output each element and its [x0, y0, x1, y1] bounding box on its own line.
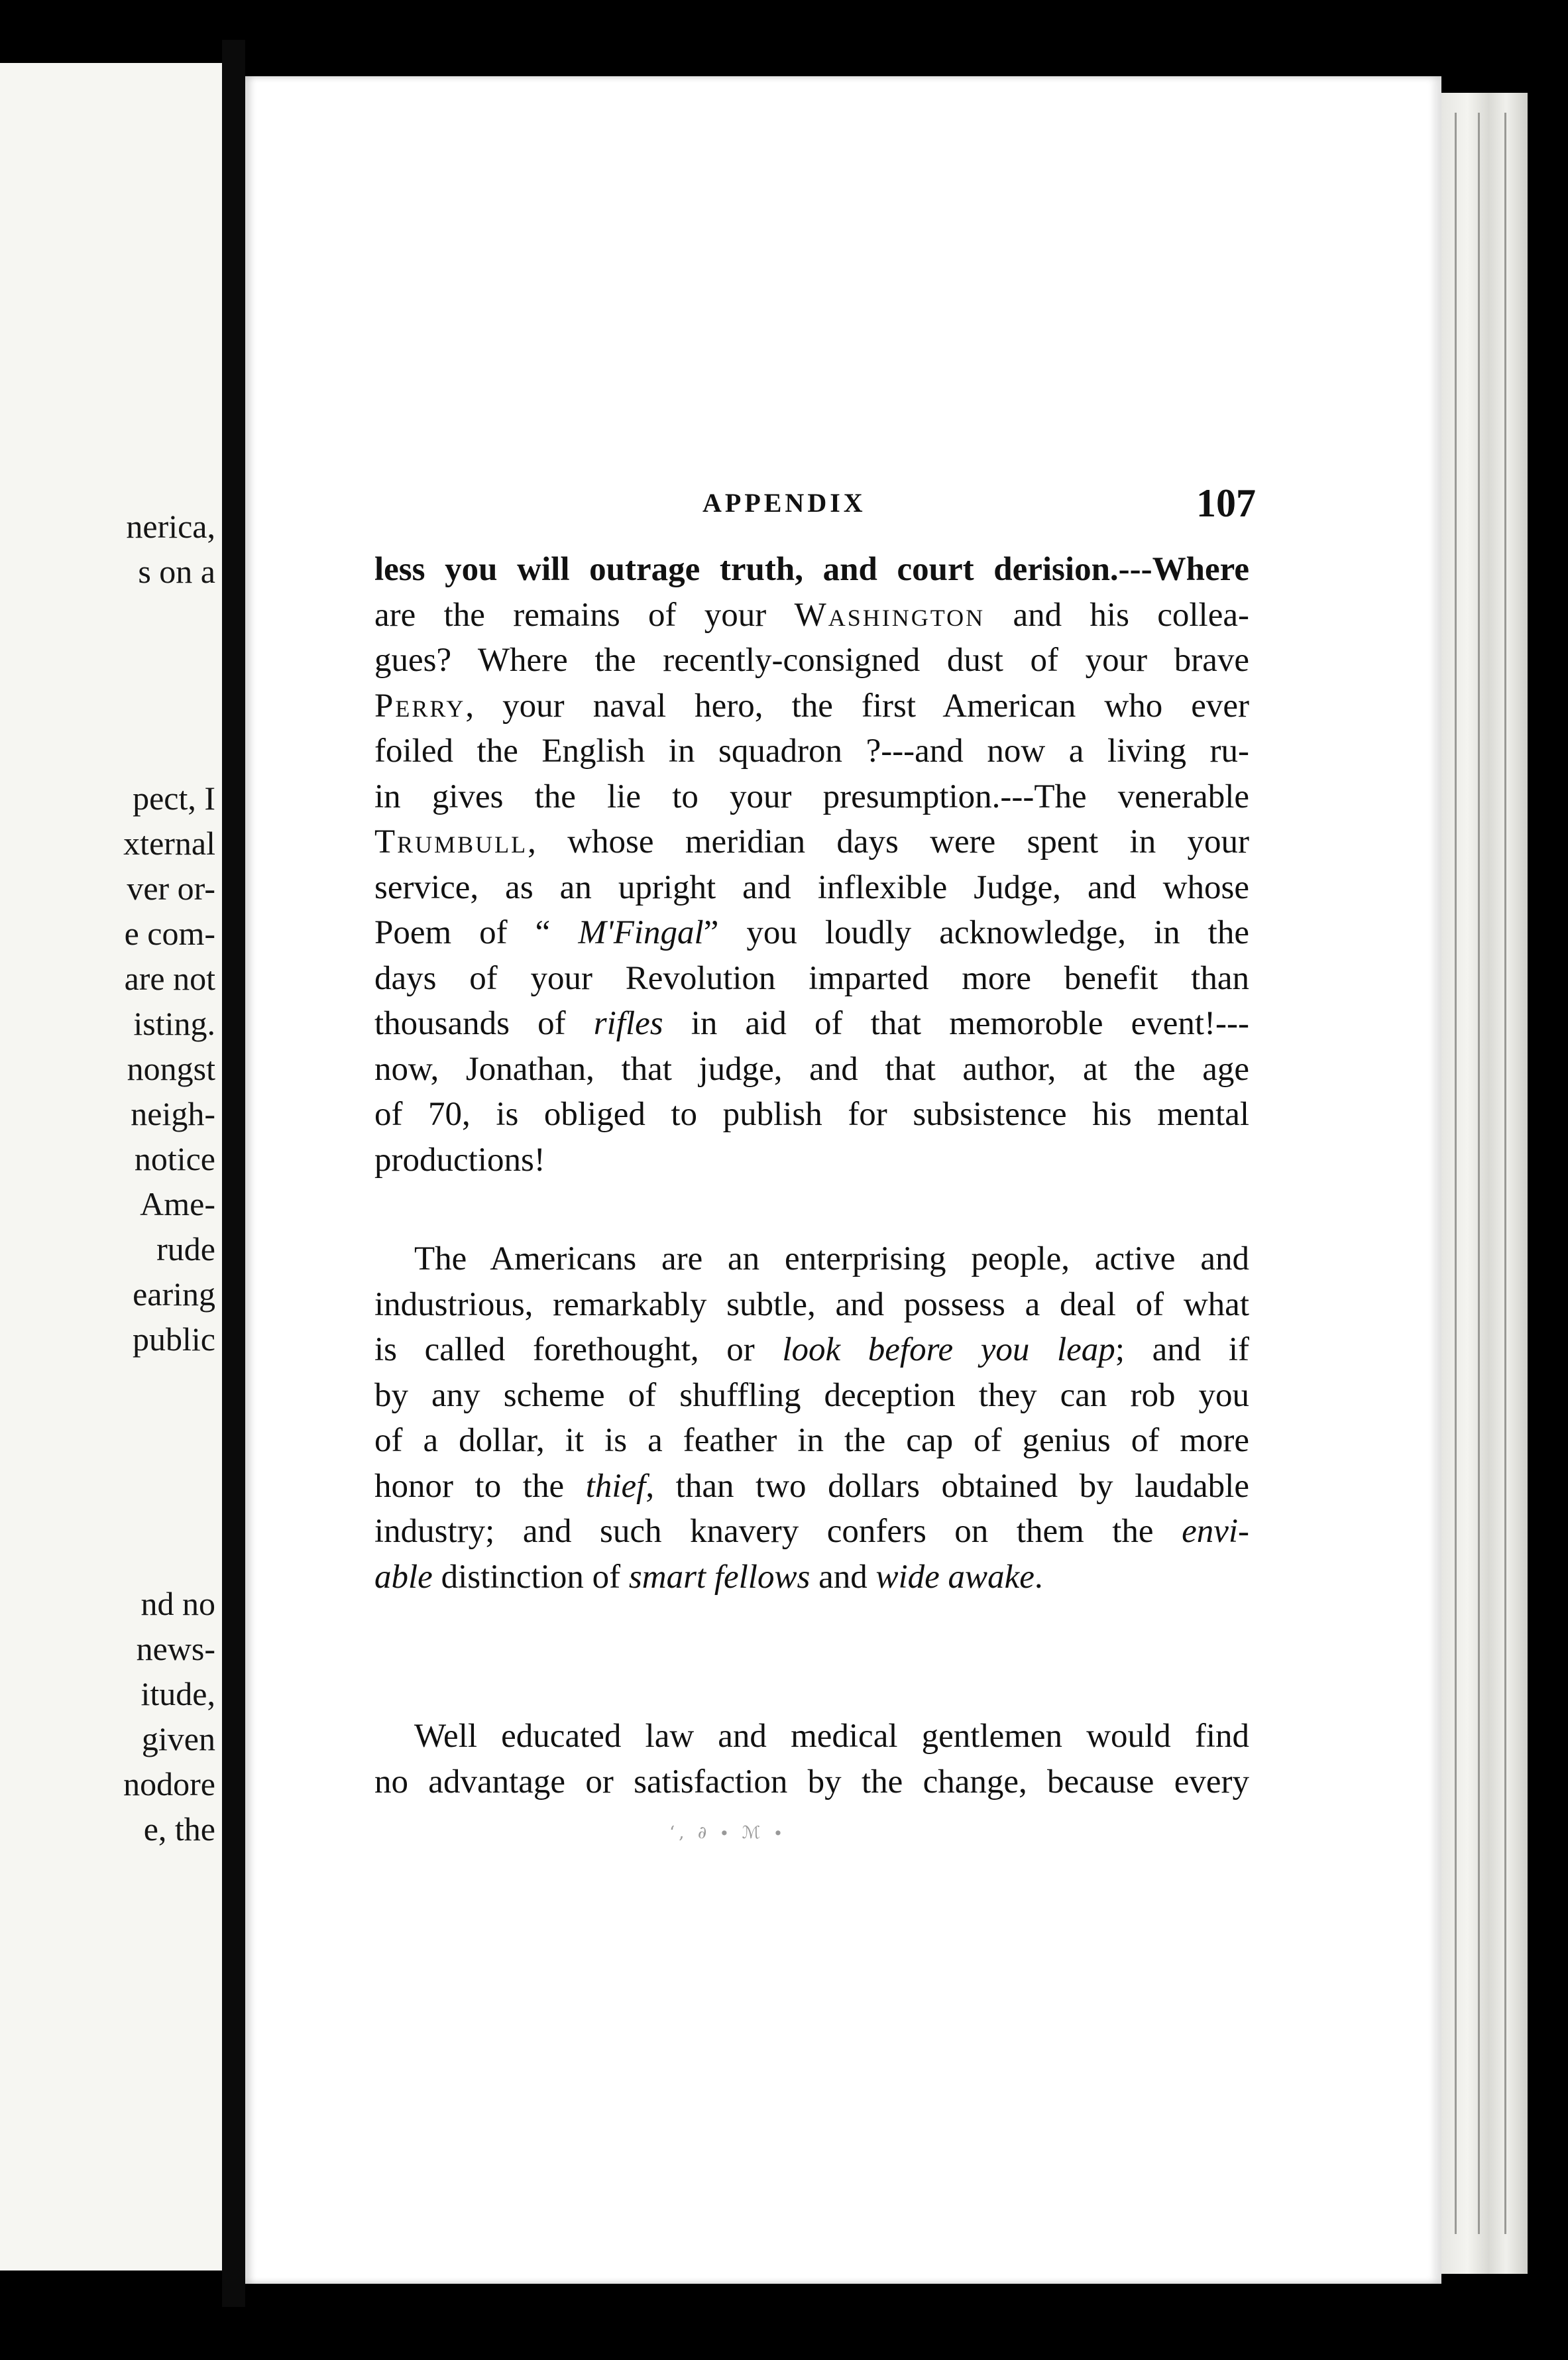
text-line: of 70, is obliged to publish for subsistence his mental: [374, 1096, 1249, 1133]
poem-title: M'Fingal: [578, 914, 704, 951]
text-line: service, as an upright and inflexible Judge, and whose: [374, 868, 1249, 906]
text-line: honor to the thief, than two dollars obtained by laudable: [374, 1467, 1249, 1505]
left-fragment-line: pect, I: [133, 780, 215, 817]
left-fragment-line: are not: [124, 960, 215, 997]
left-fragment-line: e, the: [143, 1810, 215, 1848]
left-fragment-line: ver or-: [127, 870, 215, 907]
text-line: Perry, your naval hero, the first American who ever: [374, 687, 1249, 725]
page-header: [245, 481, 1441, 534]
paragraph-1: [374, 547, 1249, 1183]
text-line: gues? Where the recently-consigned dust of your brave: [374, 642, 1249, 679]
text-line: productions!: [374, 1141, 545, 1179]
page-edge: [1441, 93, 1528, 2274]
running-head: APPENDIX: [702, 488, 866, 518]
text-line: The Americans are an enterprising people, active and: [414, 1240, 1249, 1277]
paragraph-2: [374, 1236, 1249, 1600]
text-line: industrious, remarkably subtle, and possess a deal of what: [374, 1285, 1249, 1323]
text-line: no advantage or satisfaction by the change, because every: [374, 1763, 1249, 1800]
name-perry: Perry: [374, 687, 466, 725]
left-fragment-line: given: [141, 1720, 215, 1757]
left-fragment-line: isting.: [133, 1005, 215, 1042]
text-line: now, Jonathan, that judge, and that author, at the age: [374, 1050, 1249, 1088]
book-gutter: [222, 40, 245, 2307]
page-number: 107: [1196, 481, 1256, 525]
left-fragment-line: s on a: [138, 553, 215, 590]
text-line: days of your Revolution imparted more benefit than: [374, 959, 1249, 997]
text-line: Well educated law and medical gentlemen would find: [414, 1718, 1249, 1755]
paragraph-3: [374, 1714, 1249, 1804]
left-fragment-line: itude,: [140, 1675, 215, 1712]
left-fragment-line: nodore: [123, 1765, 215, 1802]
text-line: are the remains of your Washington and his collea-: [374, 596, 1249, 634]
left-fragment-line: news-: [136, 1630, 215, 1667]
footer-mark: ʻ, ∂ ∙ ℳ ∙: [669, 1823, 787, 1843]
left-fragment-line: Ame-: [140, 1185, 215, 1222]
left-fragment-line: nongst: [127, 1050, 215, 1087]
text-line: less you will outrage truth, and court derision.---Where: [374, 551, 1249, 588]
left-page-fragment: [0, 63, 222, 2271]
text-line: Poem of “ M'Fingal” you loudly acknowledge, in the: [374, 914, 1249, 951]
text-line: Trumbull, whose meridian days were spent in your: [374, 823, 1249, 860]
name-trumbull: Trumbull: [374, 823, 528, 860]
left-fragment-line: notice: [134, 1140, 215, 1177]
left-fragment-line: nd no: [140, 1585, 215, 1622]
left-fragment-line: nerica,: [126, 508, 215, 545]
text-line: of a dollar, it is a feather in the cap of genius of more: [374, 1422, 1249, 1459]
left-fragment-line: earing: [133, 1275, 215, 1313]
left-fragment-line: rude: [156, 1230, 215, 1268]
text-line: foiled the English in squadron ?---and now a living ru-: [374, 733, 1249, 770]
text-line: industry; and such knavery confers on them the envi-: [374, 1513, 1249, 1550]
name-washington: Washington: [794, 596, 985, 634]
text-line: is called forethought, or look before you leap; and if: [374, 1331, 1249, 1368]
text-line: by any scheme of shuffling deception they can rob you: [374, 1376, 1249, 1414]
main-page: [245, 76, 1441, 2284]
left-fragment-line: public: [133, 1321, 215, 1358]
text-line: able distinction of smart fellows and wide awake.: [374, 1558, 1043, 1596]
left-fragment-line: neigh-: [131, 1095, 215, 1132]
left-fragment-line: xternal: [123, 825, 215, 862]
text-line: in gives the lie to your presumption.---The venerable: [374, 778, 1249, 815]
left-fragment-line: e com-: [124, 915, 215, 952]
text-line: thousands of rifles in aid of that memoroble event!---: [374, 1005, 1250, 1042]
